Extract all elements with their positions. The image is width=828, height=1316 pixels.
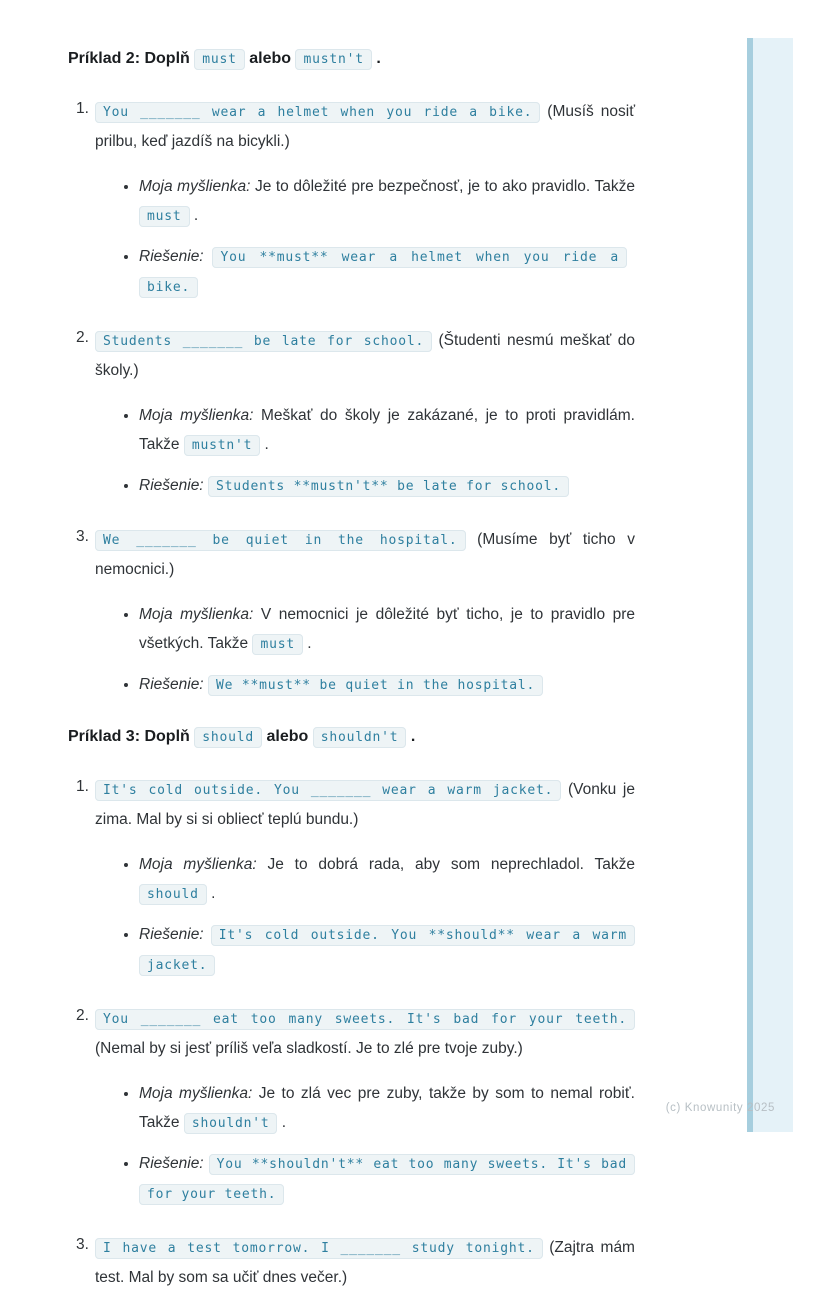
thought-suffix: . <box>264 436 269 453</box>
thought-item <box>139 850 635 909</box>
explanation-list <box>95 850 635 980</box>
thought-item <box>139 172 635 231</box>
solution-code: You **must** wear a helmet when you ride a bike. <box>139 247 627 298</box>
exercise-sentence <box>95 1233 635 1292</box>
heading-text: Príklad 3: Doplň <box>68 728 190 745</box>
heading-option-code: mustn't <box>295 49 371 70</box>
exercise-code: You _______ eat too many sweets. It's bad for your teeth. <box>95 1009 635 1030</box>
exercise-translation: (Nemal by si jesť príliš veľa sladkostí. Je to zlé pre tvoje zuby.) <box>95 1040 523 1057</box>
item-number: 3. <box>76 528 89 545</box>
thought-code: must <box>139 206 190 227</box>
exercise-translation: (Musíme byť ticho v nemocnici.) <box>95 531 636 578</box>
exercise-code: You _______ wear a helmet when you ride a bike. <box>95 102 540 123</box>
thought-label: Moja myšlienka: <box>139 856 257 873</box>
exercise-code: We _______ be quiet in the hospital. <box>95 530 466 551</box>
solution-label: Riešenie: <box>139 477 204 494</box>
heading-text: Príklad 2: Doplň <box>68 50 190 67</box>
exercise-code: I have a test tomorrow. I _______ study tonight. <box>95 1238 543 1259</box>
explanation-list <box>95 172 635 302</box>
item-number: 1. <box>76 778 89 795</box>
exercise-translation: (Vonku je zima. Mal by si si obliecť teplú bundu.) <box>95 781 635 828</box>
thought-body: V nemocnici je dôležité byť ticho, je to pravidlo pre všetkých. Takže <box>139 606 635 652</box>
solution-item <box>139 920 635 980</box>
solution-text <box>139 471 635 501</box>
exercise-translation: (Študenti nesmú meškať do školy.) <box>95 332 636 379</box>
solution-label: Riešenie: <box>139 676 204 693</box>
heading-text: alebo <box>249 50 292 67</box>
thought-code: shouldn't <box>184 1113 278 1134</box>
exercise-item <box>68 525 635 700</box>
thought-code: mustn't <box>184 435 260 456</box>
thought-item <box>139 600 635 659</box>
thought-suffix: . <box>281 1114 287 1131</box>
solution-text <box>139 242 635 302</box>
exercise-item <box>68 1233 635 1292</box>
solution-label: Riešenie: <box>139 1155 204 1172</box>
explanation-list <box>95 401 635 501</box>
exercise-item <box>68 1004 635 1209</box>
heading-option-code: must <box>194 49 245 70</box>
thought-label: Moja myšlienka: <box>139 606 254 623</box>
thought-suffix: . <box>193 207 199 224</box>
thought-label: Moja myšlienka: <box>139 178 251 195</box>
thought-text <box>139 172 635 231</box>
thought-label: Moja myšlienka: <box>139 1085 253 1102</box>
thought-code: must <box>252 634 303 655</box>
page-edge-highlight <box>753 38 793 1132</box>
exercise-code: Students _______ be late for school. <box>95 331 432 352</box>
item-number: 3. <box>76 1236 89 1253</box>
solution-item <box>139 242 635 302</box>
thought-item <box>139 401 635 460</box>
section-heading-priklad-3 <box>68 724 635 751</box>
heading-text: . <box>376 50 381 67</box>
solution-item <box>139 1149 635 1209</box>
solution-item <box>139 471 635 501</box>
thought-suffix: . <box>307 635 312 652</box>
item-number: 2. <box>76 329 89 346</box>
exercise-list <box>68 775 635 1292</box>
heading-option-code: should <box>194 727 262 748</box>
thought-item <box>139 1079 635 1138</box>
heading-option-code: shouldn't <box>313 727 407 748</box>
solution-label: Riešenie: <box>139 926 204 943</box>
item-number: 2. <box>76 1007 89 1024</box>
solution-code: It's cold outside. You **should** wear a warm jacket. <box>139 925 635 976</box>
thought-suffix: . <box>211 885 216 902</box>
solution-code: Students **mustn't** be late for school. <box>208 476 569 497</box>
document-body <box>68 28 635 1316</box>
exercise-sentence <box>95 1004 635 1063</box>
item-number: 1. <box>76 100 89 117</box>
thought-code: should <box>139 884 207 905</box>
thought-text <box>139 1079 635 1138</box>
exercise-translation: (Zajtra mám test. Mal by som sa učiť dnes večer.) <box>95 1239 635 1286</box>
exercise-sentence <box>95 525 635 584</box>
solution-code: You **shouldn't** eat too many sweets. It's bad for your teeth. <box>139 1154 635 1205</box>
explanation-list <box>95 600 635 700</box>
thought-body: Je to dobrá rada, aby som neprechladol. Takže <box>267 856 636 873</box>
exercise-sentence <box>95 775 635 834</box>
thought-text <box>139 600 635 659</box>
thought-text <box>139 401 635 460</box>
scrollbar-thumb[interactable] <box>747 38 753 1132</box>
thought-label: Moja myšlienka: <box>139 407 254 424</box>
solution-code: We **must** be quiet in the hospital. <box>208 675 543 696</box>
thought-body: Meškať do školy je zakázané, je to proti pravidlám. Takže <box>139 407 635 453</box>
copyright-notice: (c) Knowunity 2025 <box>665 1102 775 1114</box>
thought-body: Je to zlá vec pre zuby, takže by som to nemal robiť. Takže <box>139 1085 635 1131</box>
explanation-list <box>95 1079 635 1209</box>
heading-text: . <box>410 728 416 745</box>
solution-item <box>139 670 635 700</box>
solution-text <box>139 670 635 700</box>
exercise-item <box>68 775 635 980</box>
thought-text <box>139 850 635 909</box>
exercise-item <box>68 326 635 501</box>
exercise-list <box>68 97 635 700</box>
thought-body: Je to dôležité pre bezpečnosť, je to ako pravidlo. Takže <box>254 178 635 195</box>
solution-text <box>139 1149 635 1209</box>
exercise-sentence <box>95 326 635 385</box>
section-heading-priklad-2 <box>68 46 635 73</box>
solution-label: Riešenie: <box>139 248 204 265</box>
exercise-code: It's cold outside. You _______ wear a warm jacket. <box>95 780 561 801</box>
exercise-item <box>68 97 635 302</box>
solution-text <box>139 920 635 980</box>
heading-text: alebo <box>266 728 309 745</box>
exercise-sentence <box>95 97 635 156</box>
exercise-translation: (Musíš nosiť prilbu, keď jazdíš na bicykli.) <box>95 103 636 150</box>
